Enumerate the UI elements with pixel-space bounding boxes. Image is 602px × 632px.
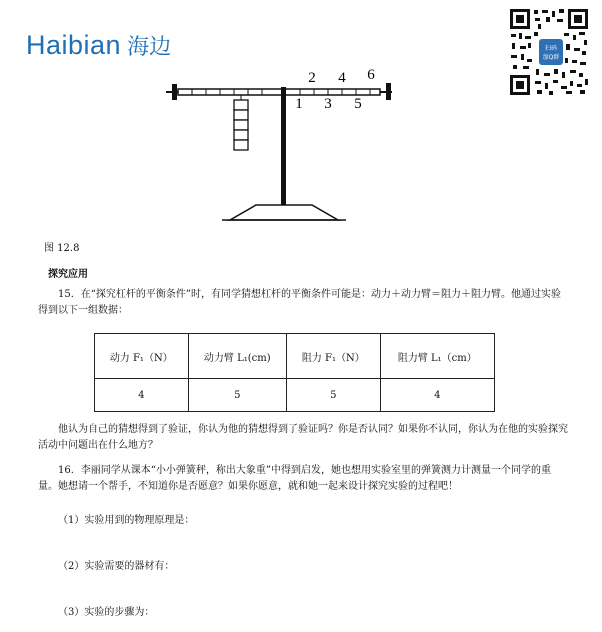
scale-number-bottom-2: 3 xyxy=(324,96,332,112)
scale-number-top-2: 4 xyxy=(338,70,346,86)
qr-badge-line1: 扫码 xyxy=(544,45,558,52)
table-cell: 5 xyxy=(188,379,287,412)
logo-latin-text: Haibian xyxy=(26,29,122,60)
question-16-part-2: （2）实验需要的器材有： xyxy=(58,561,175,572)
table-cell: 5 xyxy=(287,379,381,412)
right-balance-nut xyxy=(386,83,391,100)
table-header-cell: 阻力臂 L₁（cm） xyxy=(380,334,494,379)
question-15-followup: 他认为自己的猜想得到了验证，你认为他的猜想得到了验证吗？你是否认同？如果你不认同，你认为在他的实验探究活动中问题出在什么地方？ xyxy=(38,424,568,451)
qr-badge-line2: 加Q群 xyxy=(542,54,560,61)
haibian-logo xyxy=(26,28,171,62)
question-16-text: 16．李丽同学从课本“小小弹簧秤，称出大象重”中得到启发，她也想用实验室里的弹簧测力计测量一个同学的重量。她想请一个帮手，不知道你是否愿意？如果你愿意，就和她一起来设计探究实验的过程吧！ xyxy=(38,465,551,492)
scale-number-bottom-3: 5 xyxy=(354,96,362,112)
lever-beam xyxy=(178,89,380,95)
figure-caption: 图 12.8 xyxy=(44,243,80,254)
scale-number-top-3: 6 xyxy=(367,67,375,83)
table-header-cell: 动力臂 L₁(cm) xyxy=(188,334,287,379)
left-balance-nut xyxy=(172,84,177,100)
scale-number-bottom-1: 1 xyxy=(295,96,303,112)
question-16-part-3: （3）实验的步骤为： xyxy=(58,607,155,618)
lever-apparatus-figure xyxy=(160,62,400,222)
table-header-row xyxy=(95,334,495,379)
logo-chinese-text: 海边 xyxy=(127,34,172,60)
lever-stand-base xyxy=(230,205,338,220)
lever-stand-pole xyxy=(281,87,286,212)
table-header-cell: 动力 F₁（N） xyxy=(95,334,189,379)
table-cell: 4 xyxy=(95,379,189,412)
qr-code-image xyxy=(508,7,590,97)
question-16-part-1: （1）实验用到的物理原理是： xyxy=(58,515,195,526)
table-row xyxy=(95,379,495,412)
hook-weights xyxy=(234,95,248,150)
scale-number-top-1: 2 xyxy=(308,70,316,86)
question-15-text: 15．在“探究杠杆的平衡条件”时，有同学猜想杠杆的平衡条件可能是：动力＋动力臂＝阻力＋阻力臂。他通过实验得到以下一组数据： xyxy=(38,289,561,316)
table-header-cell: 阻力 F₁（N） xyxy=(287,334,381,379)
section-title: 探究应用 xyxy=(48,269,88,280)
table-cell: 4 xyxy=(380,379,494,412)
data-table xyxy=(94,333,495,412)
